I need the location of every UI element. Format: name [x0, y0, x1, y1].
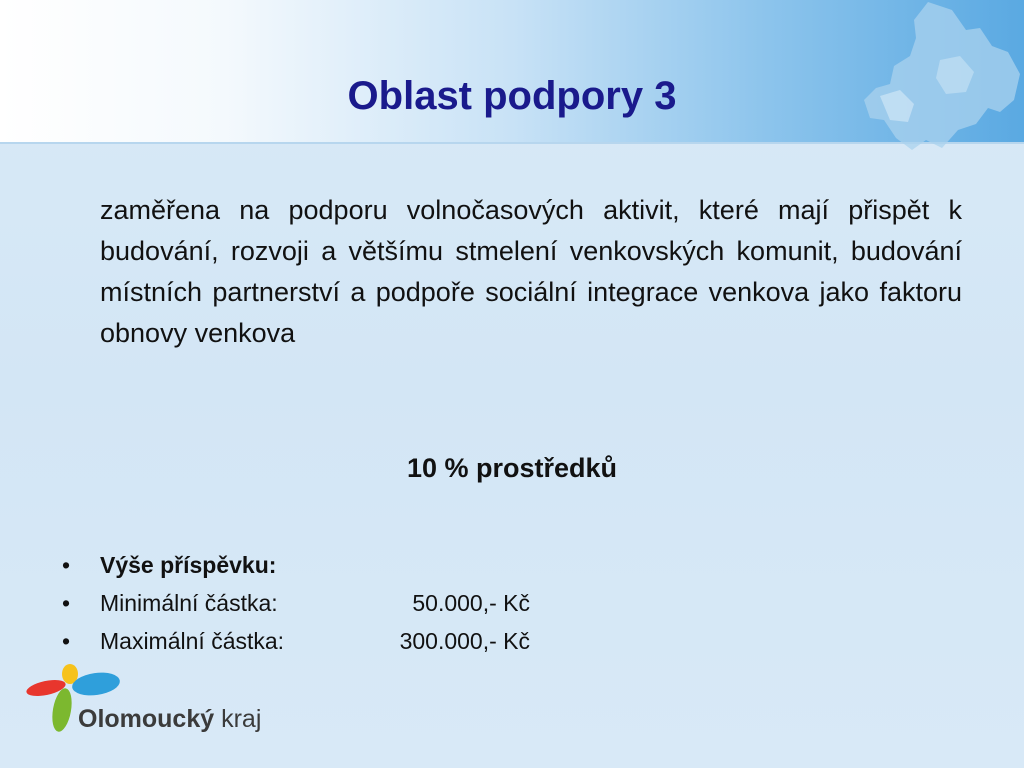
- list-item: [56, 546, 756, 584]
- funding-share: 10 % prostředků: [406, 453, 618, 483]
- bullet-marker: •: [62, 552, 71, 578]
- min-amount-label: Minimální částka:: [100, 590, 278, 616]
- olomoucky-kraj-logo: [26, 664, 266, 740]
- slide-title: Oblast podpory 3: [347, 74, 677, 118]
- logo-wordmark: [78, 702, 261, 736]
- bullet-heading: Výše příspěvku:: [100, 552, 277, 578]
- logo-brand-light: kraj: [221, 705, 262, 733]
- body-paragraph: zaměřena na podporu volnočasových aktivit, které mají přispět k budování, rozvoji a většímu stmelení venkovských komunit, budování místních partnerství a podpoře sociální integrace venkova jako faktoru obnovy venkova: [100, 195, 962, 348]
- logo-brand-bold: Olomoucký: [78, 705, 215, 733]
- bullet-list: [56, 546, 756, 660]
- max-amount-label: Maximální částka:: [100, 628, 285, 654]
- max-amount-value: 300.000,- Kč: [399, 628, 530, 654]
- min-amount-value: 50.000,- Kč: [412, 590, 530, 616]
- list-item: [56, 584, 756, 622]
- list-item: [56, 622, 756, 660]
- bullet-marker: •: [62, 628, 71, 654]
- bullet-marker: •: [62, 590, 71, 616]
